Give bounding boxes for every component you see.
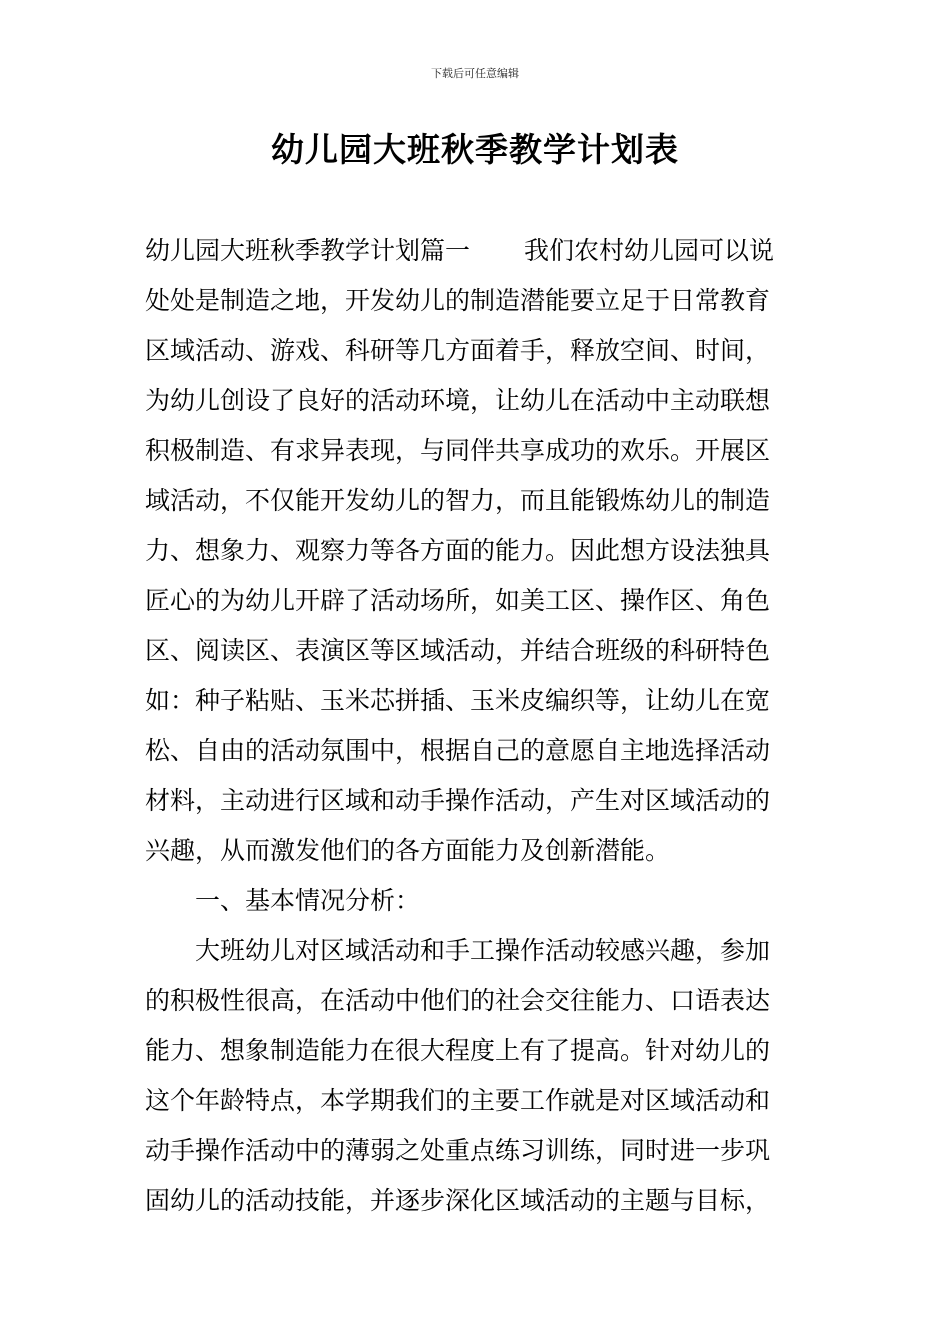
paragraph-line: 材料，主动进行区域和动手操作活动，产生对区域活动的 <box>145 786 771 815</box>
intro-first-line-rest: 我们农村幼儿园可以说 <box>524 236 775 265</box>
document-body <box>145 226 808 1226</box>
paragraph-line: 匠心的为幼儿开辟了活动场所，如美工区、操作区、角色 <box>145 586 771 615</box>
paragraph-line: 这个年龄特点，本学期我们的主要工作就是对区域活动和 <box>145 1086 771 1115</box>
paragraph-line: 固幼儿的活动技能，并逐步深化区域活动的主题与目标， <box>145 1186 771 1215</box>
paragraph-line: 动手操作活动中的薄弱之处重点练习训练，同时进一步巩 <box>145 1136 771 1165</box>
paragraph-line: 域活动，不仅能开发幼儿的智力，而且能锻炼幼儿的制造 <box>145 486 771 515</box>
paragraph-line: 力、想象力、观察力等各方面的能力。因此想方设法独具 <box>145 536 771 565</box>
paragraph-line: 区域活动、游戏、科研等几方面着手，释放空间、时间， <box>145 336 771 365</box>
header-note: 下载后可任意编辑 <box>431 67 519 80</box>
paragraph-line: 积极制造、有求异表现，与同伴共享成功的欢乐。开展区 <box>145 436 771 465</box>
paragraph-line: 处处是制造之地，开发幼儿的制造潜能要立足于日常教育 <box>145 286 771 315</box>
paragraph-line: 的积极性很高，在活动中他们的社会交往能力、口语表达 <box>145 986 771 1015</box>
paragraph-line: 松、自由的活动氛围中，根据自己的意愿自主地选择活动 <box>145 736 771 765</box>
paragraph-line: 如：种子粘贴、玉米芯拼插、玉米皮编织等，让幼儿在宽 <box>145 686 771 715</box>
paragraph-line: 为幼儿创设了良好的活动环境，让幼儿在活动中主动联想 <box>145 386 771 415</box>
section-heading: 一、基本情况分析： <box>195 886 421 915</box>
intro-lead: 幼儿园大班秋季教学计划篇一 <box>145 236 471 265</box>
analysis-first-line: 大班幼儿对区域活动和手工操作活动较感兴趣，参加 <box>195 936 771 965</box>
intro-first-line <box>145 226 808 276</box>
paragraph-line: 能力、想象制造能力在很大程度上有了提高。针对幼儿的 <box>145 1036 771 1065</box>
paragraph-line: 兴趣，从而激发他们的各方面能力及创新潜能。 <box>145 836 671 865</box>
document-title: 幼儿园大班秋季教学计划表 <box>271 130 679 169</box>
paragraph-line: 区、阅读区、表演区等区域活动，并结合班级的科研特色 <box>145 636 771 665</box>
